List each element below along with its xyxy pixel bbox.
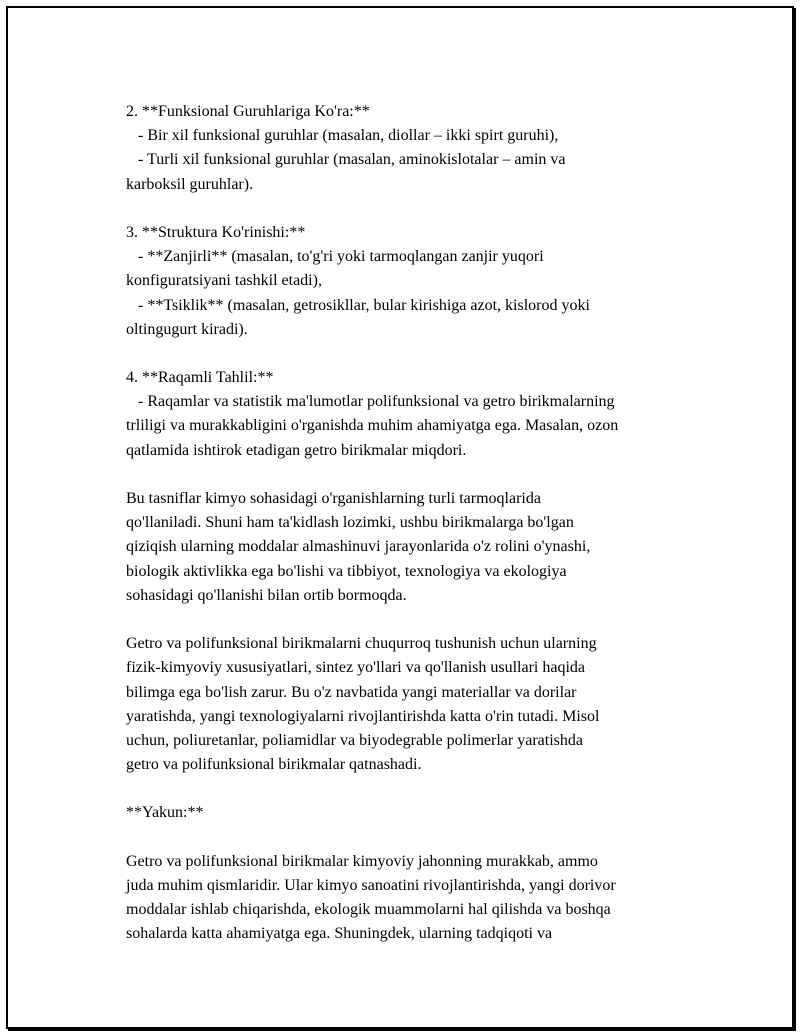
conclusion-heading: **Yakun:** (126, 804, 204, 822)
blank-line (126, 608, 691, 632)
blank-line (126, 463, 691, 487)
section-4-item-1-cont: qatlamida ishtirok etadigan getro birikmalar miqdori. (126, 441, 467, 459)
paragraph-2-line: getro va polifunksional birikmalar qatnashadi. (126, 756, 422, 774)
paragraph-1-line: qo'llaniladi. Shuni ham ta'kidlash lozimki, ushbu birikmalarga bo'lgan (126, 514, 574, 532)
paragraph-1-line: Bu tasniflar kimyo sohasidagi o'rganishlarning turli tarmoqlarida (126, 490, 541, 507)
section-3-item-2: - **Tsiklik** (masalan, getrosikllar, bular kirishiga azot, kislorod yoki (126, 296, 590, 314)
section-2-item-2-cont: karboksil guruhlar). (126, 175, 254, 193)
paragraph-2-line: fizik-kimyoviy xususiyatlari, sintez yo'llari va qo'llanish usullari haqida (126, 659, 586, 677)
conclusion-line: juda muhim qismlaridir. Ular kimyo sanoatini rivojlantirishda, yangi dorivor (126, 877, 616, 894)
section-3-item-2-cont: oltingugurt kiradi). (126, 320, 248, 338)
section-3-item-1-cont: konfiguratsiyani tashkil etadi), (126, 272, 322, 290)
section-2-item-1: - Bir xil funksional guruhlar (masalan, diollar – ikki spirt guruhi), (126, 127, 559, 145)
blank-line (126, 826, 691, 850)
section-3-heading: 3. **Struktura Ko'rinishi:** (126, 223, 306, 241)
document-text (126, 100, 691, 947)
conclusion-line: moddalar ishlab chiqarishda, ekologik muammolarni hal qilishda va boshqa (126, 901, 611, 919)
section-3-item-1: - **Zanjirli** (masalan, to'g'ri yoki tarmoqlangan zanjir yuqori (126, 248, 544, 266)
section-4-item-1: - Raqamlar va statistik ma'lumotlar polifunksional va getro birikmalarning (126, 393, 615, 411)
section-2-item-2: - Turli xil funksional guruhlar (masalan, aminokislotalar – amin va (126, 151, 566, 169)
paragraph-2-line: bilimga ega bo'lish zarur. Bu o'z navbatida yangi materiallar va dorilar (126, 683, 577, 701)
paragraph-2-line: Getro va polifunksional birikmalarni chuqurroq tushunish uchun ularning (126, 635, 597, 653)
paragraph-1-line: biologik aktivlikka ega bo'lishi va tibbiyot, texnologiya va ekologiya (126, 562, 567, 580)
conclusion-line: Getro va polifunksional birikmalar kimyoviy jahonning murakkab, ammo (126, 852, 598, 870)
blank-line (126, 777, 691, 801)
blank-line (126, 342, 691, 366)
paragraph-1-line: qiziqish ularning moddalar almashinuvi jarayonlarida o'z rolini o'ynashi, (126, 538, 591, 556)
paragraph-2-line: yaratishda, yangi texnologiyalarni rivojlantirishda katta o'rin tutadi. Misol (126, 707, 600, 725)
paragraph-1-line: sohasidagi qo'llanishi bilan ortib bormoqda. (126, 586, 407, 604)
document-page (6, 6, 794, 1029)
section-4-item-1-cont: trliligi va murakkabligini o'rganishda muhim ahamiyatga ega. Masalan, ozon (126, 417, 619, 435)
conclusion-line: sohalarda katta ahamiyatga ega. Shuningdek, ularning tadqiqoti va (126, 925, 553, 943)
blank-line (126, 197, 691, 221)
section-4-heading: 4. **Raqamli Tahlil:** (126, 369, 274, 387)
section-2-heading: 2. **Funksional Guruhlariga Ko'ra:** (126, 103, 370, 120)
paragraph-2-line: uchun, poliuretanlar, poliamidlar va biyodegrable polimerlar yaratishda (126, 731, 583, 749)
